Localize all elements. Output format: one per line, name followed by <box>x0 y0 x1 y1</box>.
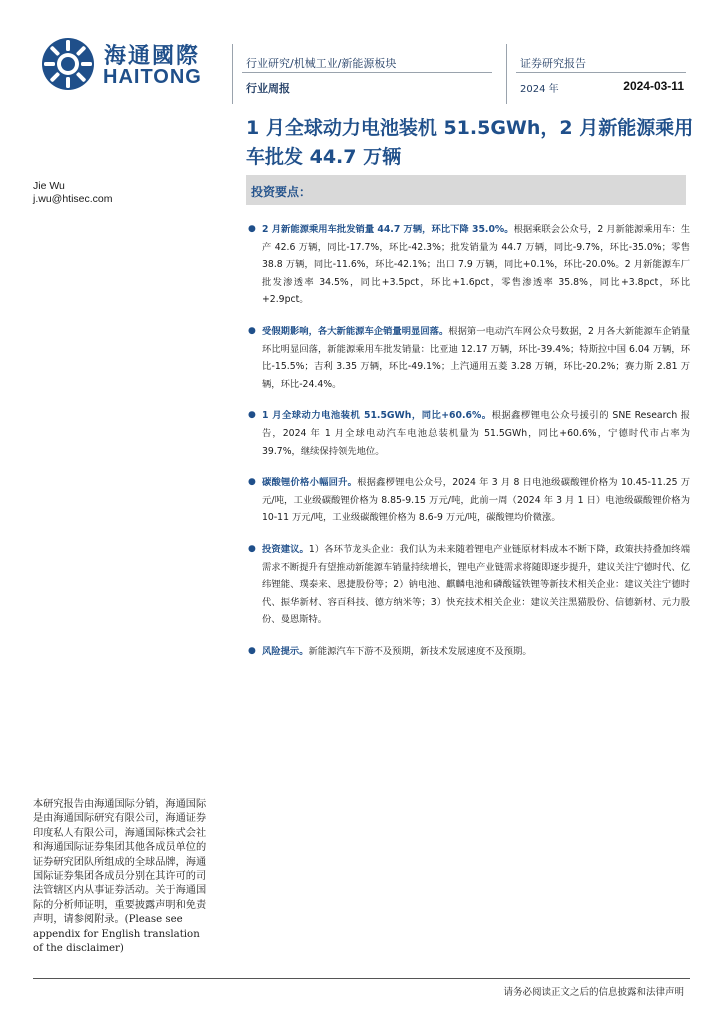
disclaimer-text: 本研究报告由海通国际分销，海通国际是由海通国际研究有限公司，海通证券印度私人有限公司，海通国际株式会社和海通国际证券集团其他各成员单位的证券研究团队所组成的全球品牌，海通国际证券集团各成员分别在其许可的司法管辖区内从事证券活动。关于海通国际的分析师证明，重要披露声明和免责声明，请参阅附录。(Please see appendix for English translation of the disclaimer) <box>33 799 207 955</box>
key-point-heading: 投资建议。 <box>262 543 309 555</box>
report-categories: 行业研究/机械工业/新能源板块 <box>246 57 397 70</box>
key-point-heading: 受假期影响，各大新能源车企销量明显回落。 <box>262 325 449 337</box>
key-point-item <box>246 407 690 460</box>
key-point-heading: 碳酸锂价格小幅回升。 <box>262 477 358 489</box>
key-point-body: 根据鑫椤锂电公众号援引的 SNE Research 报告，2024 年 1 月全球电动汽车电池总装机量为 51.5GWh，同比+60.6%，宁德时代市占率为 39.7%，继续保持领先地位。 <box>262 410 690 457</box>
logo-name-en: HAITONG <box>103 66 202 88</box>
report-year: 2024 年 <box>520 84 559 95</box>
key-points-list <box>246 221 690 674</box>
key-points-title: 投资要点： <box>251 185 312 199</box>
bullet-icon: ● <box>248 645 256 656</box>
author-email[interactable]: j.wu@htisec.com <box>33 193 113 205</box>
key-point-heading: 风险提示。 <box>262 645 309 657</box>
logo-name-cn: 海通國際 <box>104 44 201 69</box>
haitong-logo <box>40 36 212 92</box>
author-name: Jie Wu <box>33 180 65 192</box>
key-point-body: 根据第一电动汽车网公众号数据，2 月各大新能源车企销量环比明显回落，新能源乘用车批发销量：比亚迪 12.17 万辆，环比-39.4%；特斯拉中国 6.04 万辆，环比-15.5%；吉利 3.35 万辆，环比-49.1%；上汽通用五菱 3.28 万辆，环比-20.2%；赛力斯 2.81 万辆，环比-24.4%。 <box>262 325 690 390</box>
key-point-body: 根据乘联会公众号，2 月新能源乘用车：生产 42.6 万辆，同比-17.7%，环比-42.3%；批发销量为 44.7 万辆，同比-9.7%，环比-35.0%；零售 38.8 万辆，同比-11.6%，环比-42.1%；出口 7.9 万辆，同比+0.1%，环比-20.0%。2 月新能源车厂批发渗透率 34.5%，同比+3.5pct，环比+1.6pct，零售渗透率 35.8%，同比+3.8pct，环比+2.9pct。 <box>262 224 691 306</box>
footer-divider <box>33 978 690 979</box>
bullet-icon: ● <box>248 477 256 488</box>
key-point-item <box>246 541 690 629</box>
bullet-icon: ● <box>248 543 256 554</box>
header-divider-left <box>232 44 233 104</box>
key-points-header <box>246 175 686 205</box>
bullet-icon: ● <box>248 325 256 336</box>
report-date: 2024-03-11 <box>623 79 684 93</box>
key-point-item <box>246 221 690 309</box>
report-type: 行业周报 <box>246 82 290 95</box>
bullet-icon: ● <box>248 224 256 234</box>
key-point-item <box>246 643 690 661</box>
key-point-item <box>246 474 690 527</box>
header-rule-right <box>516 72 686 73</box>
key-point-heading: 2 月新能源乘用车批发销量 44.7 万辆，环比下降 35.0%。 <box>262 224 514 235</box>
key-point-item <box>246 323 690 393</box>
footer-notice: 请务必阅读正文之后的信息披露和法律声明 <box>503 987 684 998</box>
page-title: 1 月全球动力电池装机 51.5GWh，2 月新能源乘用车批发 44.7 万辆 <box>246 117 694 168</box>
key-point-body: 新能源汽车下游不及预期，新技术发展速度不及预期。 <box>308 645 532 657</box>
report-label: 证券研究报告 <box>520 57 586 70</box>
header-rule-left <box>242 72 492 73</box>
header-divider-mid <box>506 44 507 104</box>
key-point-body: 1）各环节龙头企业：我们认为未来随着锂电产业链原材料成本不断下降，政策扶持叠加终端需求不断提升有望推动新能源车销量持续增长，锂电产业链需求将随即逐步提升，建议关注宁德时代、亿纬锂能、璞泰来、恩捷股份等；2）钠电池、麒麟电池和磷酸锰铁锂等新技术相关企业：建议关注宁德时代、振华新材、容百科技、德方纳米等；3）快充技术相关企业：建议关注黑猫股份、信德新材、元力股份、曼恩斯特。 <box>262 543 690 626</box>
haitong-emblem-icon <box>40 36 96 92</box>
key-point-heading: 1 月全球动力电池装机 51.5GWh，同比+60.6%。 <box>262 410 492 422</box>
bullet-icon: ● <box>248 410 256 421</box>
key-point-body: 根据鑫椤锂电公众号，2024 年 3 月 8 日电池级碳酸锂价格为 10.45-11.25 万元/吨，工业级碳酸锂价格为 8.85-9.15 万元/吨，此前一周（2024 年 3 月 1 日）电池级碳酸锂价格为 10-11 万元/吨，工业级碳酸锂价格为 8.6-9 万元/吨，碳酸锂均价微涨。 <box>262 477 690 524</box>
